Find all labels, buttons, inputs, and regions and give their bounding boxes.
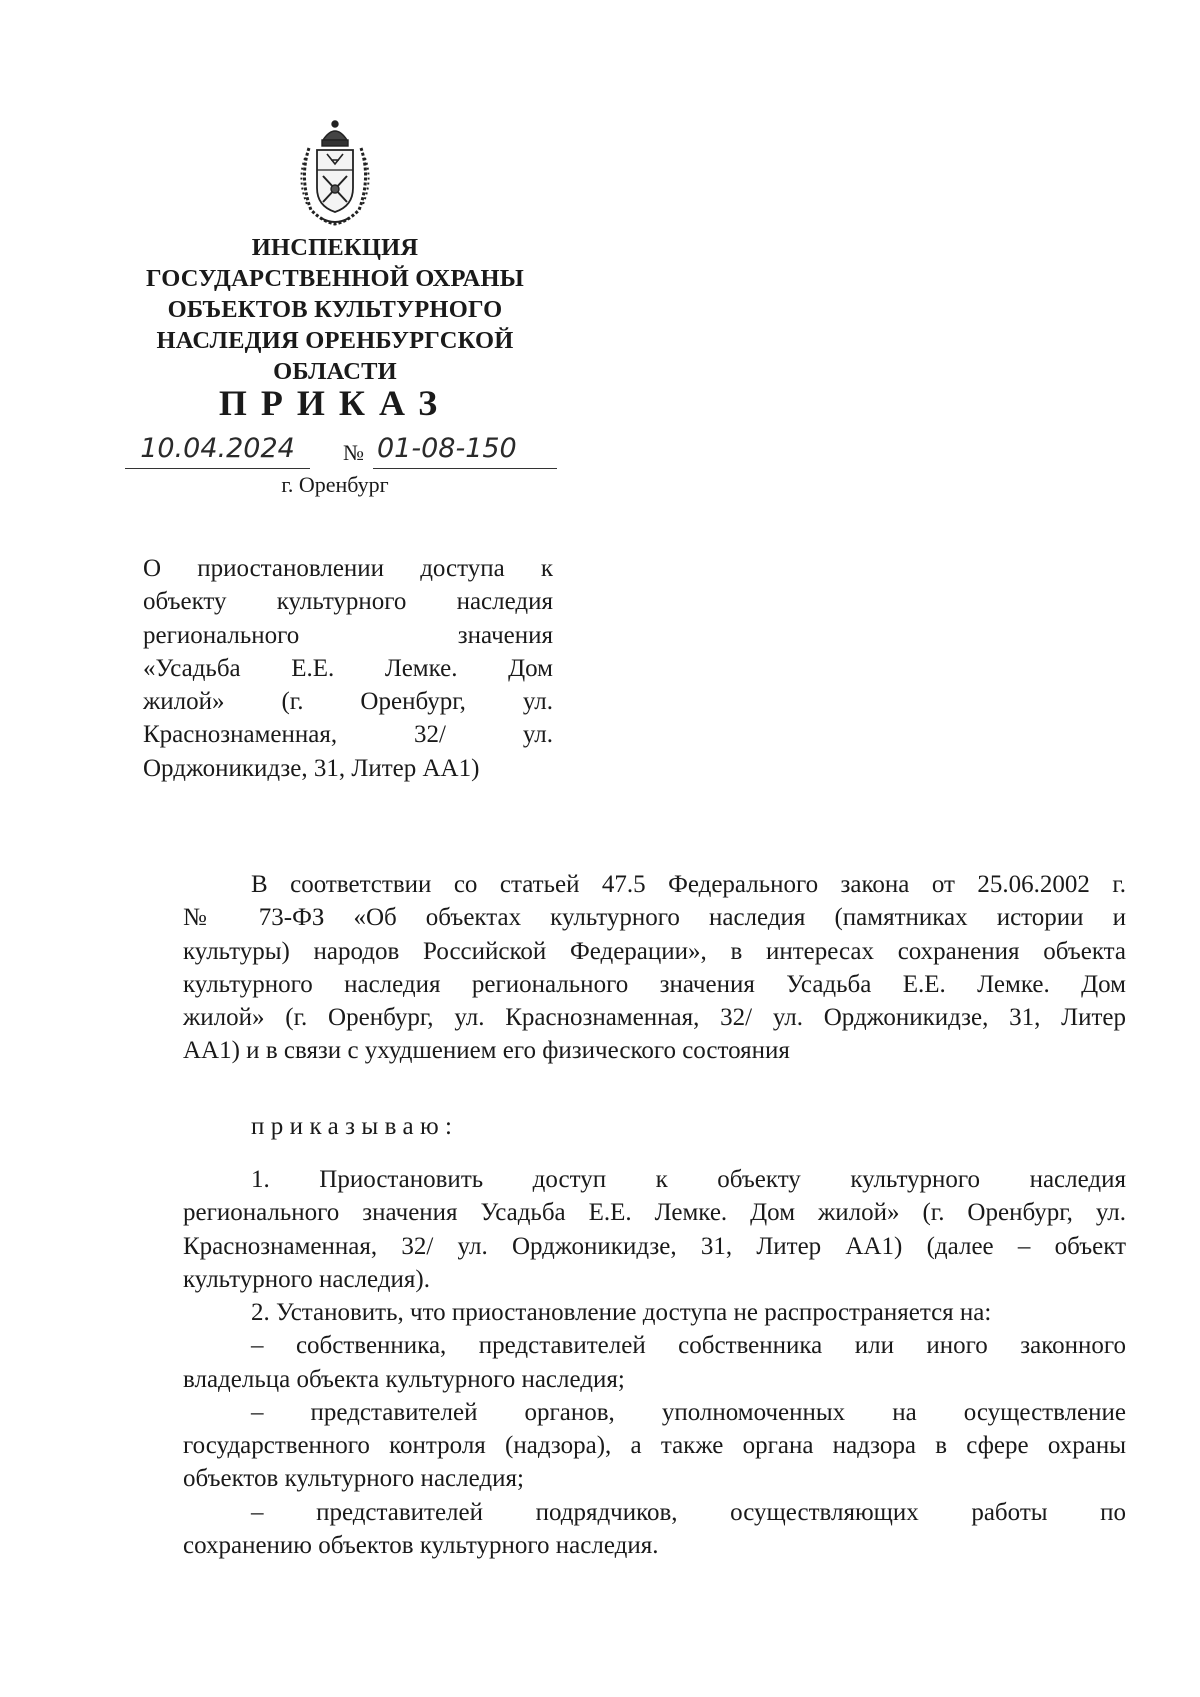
item-1-paragraph (183, 1163, 1126, 1296)
item-2-paragraph (183, 1296, 1126, 1562)
subject-line: Краснознаменная, 32/ ул. (143, 721, 553, 749)
list-line: объектов культурного наследия; (183, 1465, 524, 1493)
subject-block (143, 552, 553, 785)
list-line: владельца объекта культурного наследия; (183, 1365, 625, 1393)
date-number-line (125, 430, 555, 474)
org-line: НАСЛЕДИЯ ОРЕНБУРГСКОЙ (156, 327, 514, 354)
list-line: – представителей органов, уполномоченных на осуществление (251, 1398, 1126, 1426)
subject-line: жилой» (г. Оренбург, ул. (143, 688, 553, 716)
preamble-line: АА1) и в связи с ухудшением его физического состояния (183, 1037, 790, 1065)
item-line: 2. Установить, что приостановление доступа не распространяется на: (251, 1299, 992, 1326)
preamble-line: № 73-ФЗ «Об объектах культурного наследия (памятниках истории и (183, 904, 1126, 932)
organization-name (130, 232, 540, 387)
list-line: сохранению объектов культурного наследия. (183, 1532, 659, 1560)
list-line: государственного контроля (надзора), а также органа надзора в сфере охраны (183, 1432, 1126, 1460)
subject-line: регионального значения (143, 621, 553, 649)
preamble-line: культуры) народов Российской Федерации», в интересах сохранения объекта (183, 937, 1126, 965)
preamble-line: культурного наследия регионального значения Усадьба Е.Е. Лемке. Дом (183, 970, 1126, 998)
org-line: ГОСУДАРСТВЕННОЙ ОХРАНЫ (146, 265, 524, 292)
orders-word: приказываю: (251, 1113, 459, 1140)
handwritten-date: 10.04.2024 (125, 430, 310, 469)
list-line: – собственника, представителей собственника или иного законного (251, 1332, 1126, 1360)
org-line: ОБЪЕКТОВ КУЛЬТУРНОГО (167, 296, 503, 323)
handwritten-number: 01-08-150 (373, 430, 557, 469)
preamble-line: жилой» (г. Оренбург, ул. Краснознаменная, 32/ ул. Орджоникидзе, 31, Литер (183, 1004, 1126, 1032)
subject-line: объекту культурного наследия (143, 588, 553, 616)
preamble-paragraph (183, 868, 1126, 1068)
item-line: 1. Приостановить доступ к объекту культурного наследия (251, 1166, 1126, 1193)
item-line: Краснознаменная, 32/ ул. Орджоникидзе, 31, Литер АА1) (далее – объект (183, 1232, 1126, 1260)
org-line: ОБЛАСТИ (273, 358, 397, 385)
subject-line: «Усадьба Е.Е. Лемке. Дом (143, 654, 553, 682)
document-type-title: ПРИКАЗ (218, 383, 452, 423)
list-line: – представителей подрядчиков, осуществляющих работы по (251, 1498, 1126, 1526)
city-label: г. Оренбург (281, 472, 389, 497)
org-line: ИНСПЕКЦИЯ (251, 234, 419, 261)
subject-line: Орджоникидзе, 31, Литер АА1) (143, 754, 480, 782)
number-sign: № (343, 440, 364, 465)
item-line: культурного наследия). (183, 1265, 430, 1293)
item-line: регионального значения Усадьба Е.Е. Лемке. Дом жилой» (г. Оренбург, ул. (183, 1199, 1126, 1227)
coat-of-arms-icon (295, 118, 375, 230)
subject-line: О приостановлении доступа к (143, 555, 553, 582)
preamble-line: В соответствии со статьей 47.5 Федерального закона от 25.06.2002 г. (251, 871, 1126, 898)
